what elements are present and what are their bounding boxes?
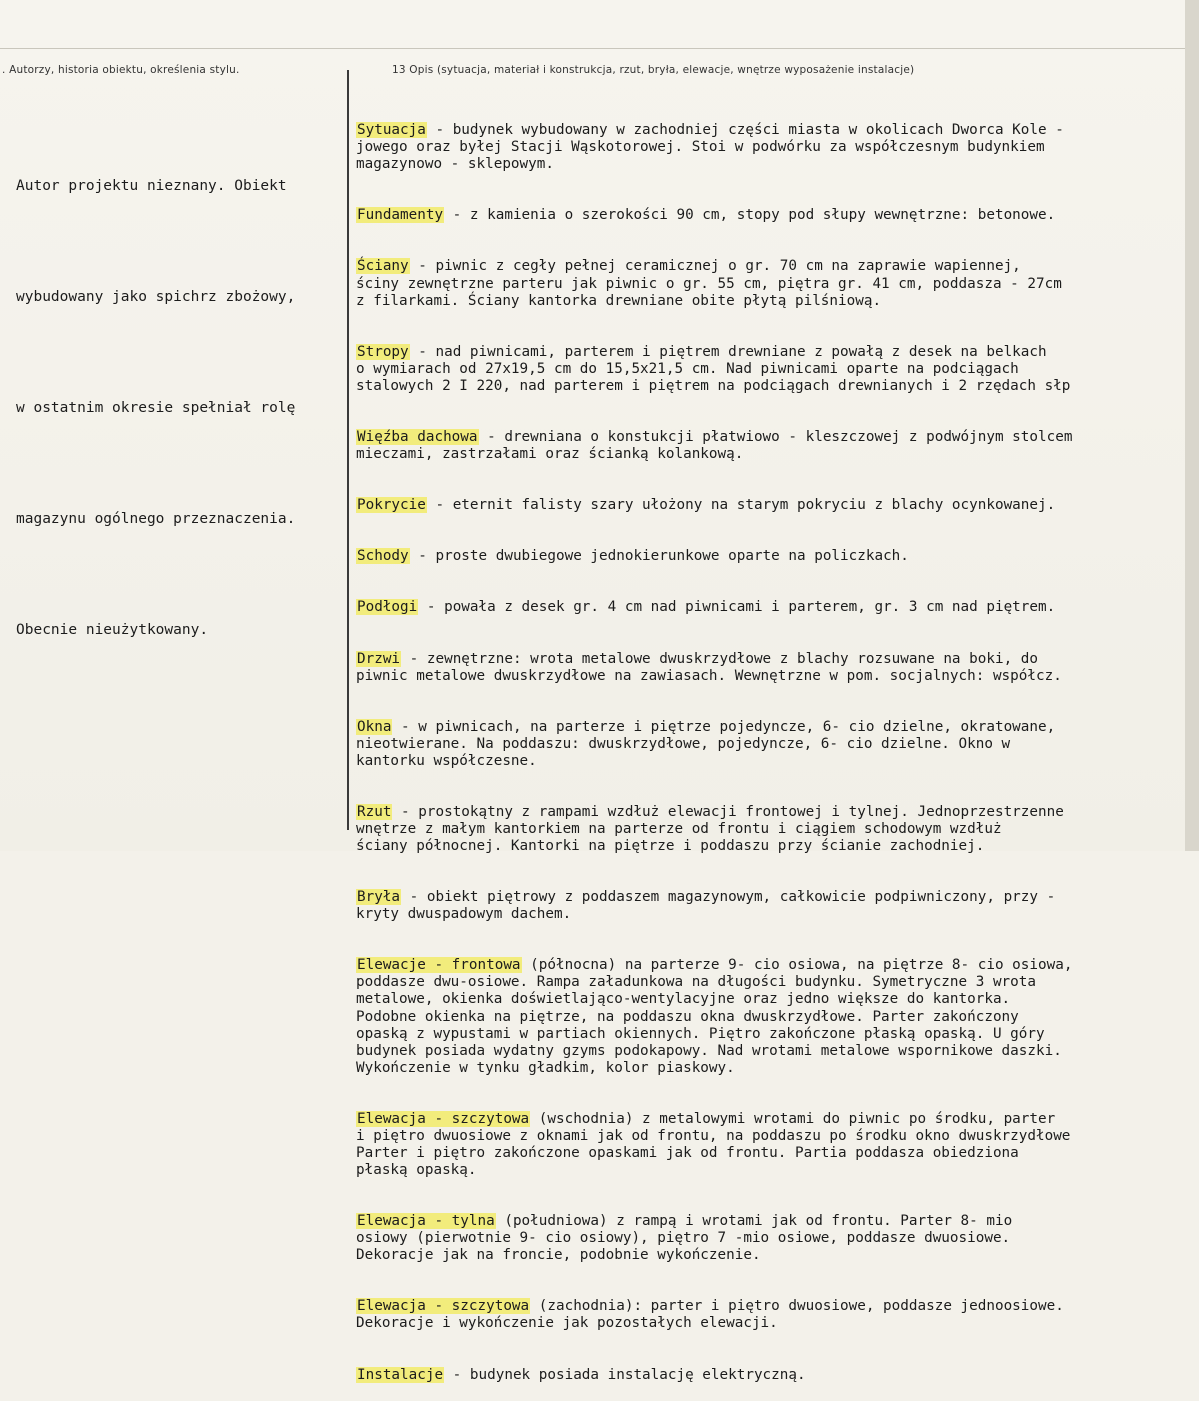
section-text: (północna) na parterze 9- cio osiowa, na piętrze 8- cio osiowa, poddasze dwu-osiowe. Rampa załadunkowa na długości budynku. Symetryczne 3 wrota metalowe, okienka doświetlająco-wentylacyjne oraz jedno większe do kantorka. Podobne okienka na piętrze, na poddaszu okna dwuskrzydłowe. Parter zakończony opaską z wypustami w partiach okiennych. Piętro zakończone płaską opaską. U góry budynek posiada wydatny gzyms podokapowy. Nad wrotami metalowe wspornikowe daszki. Wykończenie w tynku gładkim, kolor piaskowy. — [356, 957, 1073, 1076]
left-line: w ostatnim okresie spełniał rolę — [16, 400, 296, 416]
section-label: Okna — [357, 718, 392, 735]
section-roofing — [356, 497, 1186, 514]
top-divider — [0, 48, 1185, 49]
section-label: Więźba dachowa — [357, 428, 478, 445]
section-label: Sytuacja — [357, 122, 426, 139]
section-stairs — [356, 548, 1186, 565]
section-text: - w piwnicach, na parterze i piętrze pojedyncze, 6- cio dzielne, okratowane, nieotwierane. Na poddaszu: dwuskrzydłowe, pojedyncze, 6- cio dzielne. Okno w kantorku współczesne. — [356, 718, 1056, 769]
section-massing — [356, 889, 1186, 923]
section-text: - proste dwubiegowe jednokierunkowe oparte na policzkach. — [409, 548, 909, 565]
description-column — [356, 88, 1186, 1401]
section-elevation-west — [356, 1298, 1186, 1332]
left-line: Obecnie nieużytkowany. — [16, 622, 209, 638]
header-right-caption: 13 Opis (sytuacja, materiał i konstrukcja, rzut, bryła, elewacje, wnętrze wyposażenie instalacje) — [392, 64, 915, 76]
section-label: Elewacje - frontowa — [357, 957, 521, 974]
section-situation — [356, 122, 1186, 173]
left-line: Autor projektu nieznany. Obiekt — [16, 178, 287, 194]
section-text: (wschodnia) z metalowymi wrotami do piwnic po środku, parter i piętro dwuosiowe z oknami jak od frontu, na poddaszu po środku okno dwuskrzydłowe Parter i piętro zakończone opaskami jak od frontu. Partia poddasza obiedziona płaską opaską. — [356, 1110, 1071, 1178]
section-text: - z kamienia o szerokości 90 cm, stopy pod słupy wewnętrzne: betonowe. — [444, 207, 1056, 224]
section-label: Elewacja - szczytowa — [357, 1110, 530, 1127]
section-walls — [356, 258, 1186, 309]
card-edge — [1185, 0, 1199, 851]
section-label: Elewacja - tylna — [357, 1213, 495, 1230]
section-text: - obiekt piętrowy z poddaszem magazynowym, całkowicie podpiwniczony, przy - kryty dwuspadowym dachem. — [356, 889, 1056, 923]
section-text: - prostokątny z rampami wzdłuż elewacji frontowej i tylnej. Jednoprzestrzenne wnętrze z małym kantorkiem na parterze od frontu i ciągiem schodowym wzdłuż ściany północnej. Kantorki na piętrze i poddaszu przy ścianie zachodniej. — [356, 803, 1064, 855]
section-text: - eternit falisty szary ułożony na starym pokryciu z blachy ocynkowanej. — [426, 497, 1056, 514]
section-label: Bryła — [357, 889, 401, 906]
column-divider — [347, 70, 349, 830]
section-label: Schody — [357, 548, 409, 565]
section-elevation-east — [356, 1111, 1186, 1179]
section-text: - budynek posiada instalację elektryczną. — [444, 1366, 806, 1383]
section-label: Pokrycie — [357, 497, 426, 514]
section-plan — [356, 804, 1186, 855]
header-left-caption: . Autorzy, historia obiektu, określenia stylu. — [2, 64, 240, 76]
section-windows — [356, 719, 1186, 770]
section-text: - powała z desek gr. 4 cm nad piwnicami i parterem, gr. 3 cm nad piętrem. — [418, 599, 1056, 616]
section-text: - drewniana o konstukcji płatwiowo - kleszczowej z podwójnym stolcem mieczami, zastrzałami oraz ścianką kolankową. — [356, 428, 1073, 462]
section-text: - piwnic z cegły pełnej ceramicznej o gr. 70 cm na zaprawie wapiennej, ściny zewnętrzne parteru jak piwnic o gr. 55 cm, piętra gr. 41 cm, poddasza - 27cm z filarkami. Ściany kantorka drewniane obite płytą pilśniową. — [356, 258, 1062, 309]
section-label: Podłogi — [357, 599, 418, 616]
section-elevation-rear — [356, 1213, 1186, 1264]
section-ceilings — [356, 344, 1186, 395]
section-label: Rzut — [357, 803, 392, 820]
section-elevation-front — [356, 957, 1186, 1076]
section-installations — [356, 1367, 1186, 1384]
section-label: Drzwi — [357, 650, 401, 667]
section-text: (zachodnia): parter i piętro dwuosiowe, poddasze jednoosiowe. Dekoracje i wykończenie jak pozostałych elewacji. — [356, 1298, 1064, 1332]
section-text: (południowa) z rampą i wrotami jak od frontu. Parter 8- mio osiowy (pierwotnie 9- cio osiowy), piętro 7 -mio osiowe, poddasze dwuosiowe. Dekoracje jak na froncie, podobnie wykończenie. — [356, 1213, 1013, 1264]
section-label: Elewacja - szczytowa — [357, 1298, 530, 1315]
section-roof-truss — [356, 429, 1186, 463]
section-label: Stropy — [357, 343, 409, 360]
left-line: magazynu ogólnego przeznaczenia. — [16, 511, 296, 527]
author-history-column — [16, 94, 336, 686]
section-doors — [356, 651, 1186, 685]
section-text: - zewnętrzne: wrota metalowe dwuskrzydłowe z blachy rozsuwane na boki, do piwnic metalowe dwuskrzydłowe na zawiasach. Wewnętrzne w pom. socjalnych: współcz. — [356, 650, 1062, 684]
section-label: Ściany — [357, 258, 409, 275]
section-floors — [356, 599, 1186, 616]
section-label: Instalacje — [357, 1366, 444, 1383]
section-label: Fundamenty — [357, 207, 444, 224]
section-text: - nad piwnicami, parterem i piętrem drewniane z powałą z desek na belkach o wymiarach od 27x19,5 cm do 15,5x21,5 cm. Nad piwnicami oparte na podciągach stalowych 2 I 220, nad parterem i piętrem na podciągach drewnianych i 2 rzędach słp — [356, 343, 1071, 394]
left-line: wybudowany jako spichrz zbożowy, — [16, 289, 296, 305]
section-text: - budynek wybudowany w zachodniej części miasta w okolicach Dworca Kole - jowego oraz byłej Stacji Wąskotorowej. Stoi w podwórku za współczesnym budynkiem magazynowo - sklepowym. — [356, 122, 1064, 173]
section-foundations — [356, 207, 1186, 224]
